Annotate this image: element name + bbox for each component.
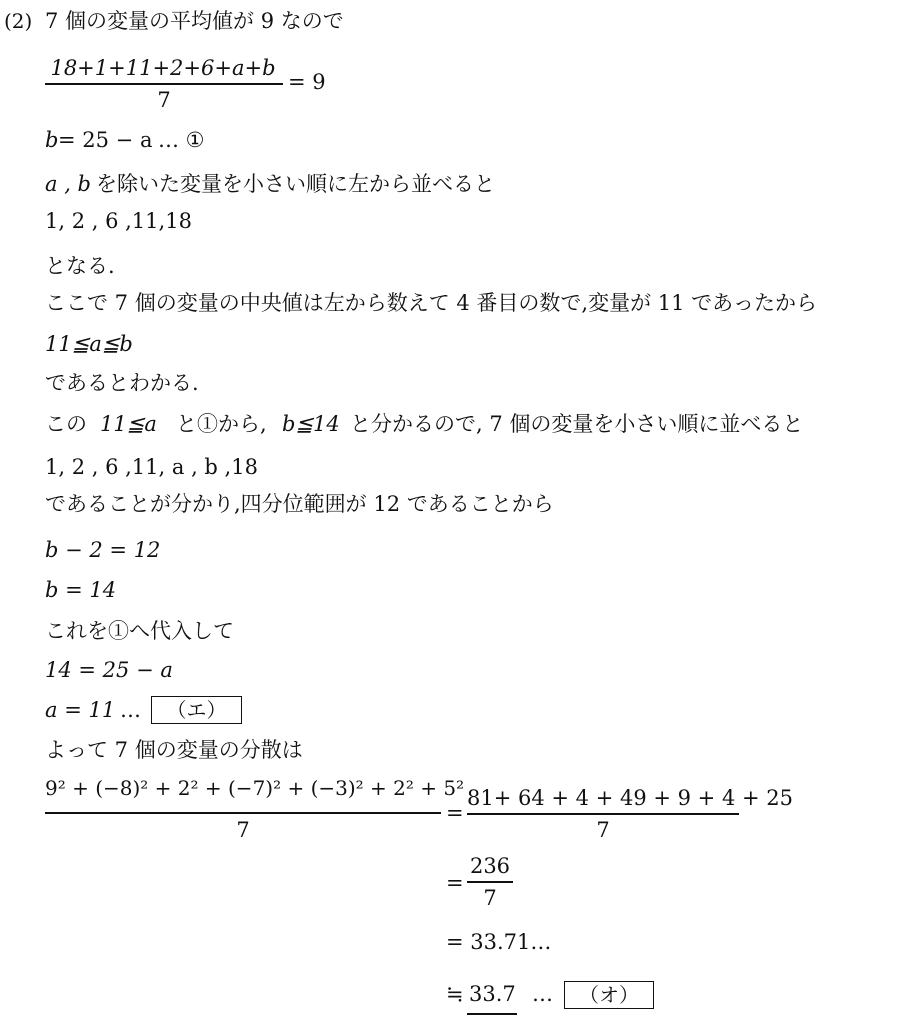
sentence-5-c: と分かるので, 7 個の変量を小さい順に並べると xyxy=(350,412,804,436)
variance-left-numerator: 9² + (−8)² + 2² + (−7)² + (−3)² + 2² + 5² xyxy=(45,776,465,800)
sentence-5-ineq2: b≦14 xyxy=(282,412,340,436)
inequality-1: 11≦a≦b xyxy=(45,332,133,356)
eq1-lhs: b xyxy=(45,128,59,152)
answer-box-o: （オ） xyxy=(564,981,654,1009)
fraction-bar xyxy=(467,881,513,883)
sentence-5-a: この xyxy=(45,412,87,436)
intro-text: 7 個の変量の平均値が 9 なので xyxy=(45,9,344,33)
variance-equals: = xyxy=(446,801,464,825)
sentence-4: であるとわかる. xyxy=(45,371,199,395)
fraction-bar xyxy=(45,812,441,814)
list-2: 1, 2 , 6 ,11, a , b ,18 xyxy=(45,455,258,479)
sentence-6: であることが分かり,四分位範囲が 12 であることから xyxy=(45,492,554,516)
eq1-ref: … ① xyxy=(158,128,205,152)
sentence-8: よって 7 個の変量の分散は xyxy=(45,738,303,762)
step3: = 33.71… xyxy=(446,930,552,954)
sentence-7: これを①へ代入して xyxy=(45,619,234,643)
fraction-bar xyxy=(45,83,283,85)
mean-denominator: 7 xyxy=(157,88,171,112)
answer-underline xyxy=(467,1013,517,1015)
step4-approx: ≒ xyxy=(446,982,464,1006)
eq1-rhs: = 25 − a xyxy=(58,128,153,152)
eq-a-1: 14 = 25 − a xyxy=(45,658,173,682)
eq-b-1: b − 2 = 12 xyxy=(45,538,161,562)
step4-value: 33.7 xyxy=(469,982,516,1006)
eq-b-2: b = 14 xyxy=(45,578,117,602)
mean-rhs: = 9 xyxy=(288,70,326,94)
mean-numerator: 18+1+11+2+6+a+b xyxy=(50,56,276,80)
variance-right-numerator: 81+ 64 + 4 + 49 + 9 + 4 + 25 xyxy=(467,786,793,810)
sentence-1: を除いた変量を小さい順に左から並べると xyxy=(96,172,495,196)
step2-numerator: 236 xyxy=(469,854,511,878)
eq-a-2: a = 11 xyxy=(45,698,116,722)
step2-denominator: 7 xyxy=(483,886,497,910)
sentence-3: ここで 7 個の変量の中央値は左から数えて 4 番目の数で,変量が 11 であったから xyxy=(45,291,817,315)
step4-dots: … xyxy=(532,982,553,1006)
problem-label: (2) xyxy=(4,9,33,33)
sentence-5-ineq: 11≦a xyxy=(100,412,157,436)
fraction-bar xyxy=(467,813,739,815)
variance-right-denominator: 7 xyxy=(596,818,610,842)
sentence-5-b: と①から, xyxy=(176,412,267,436)
variance-left-denominator: 7 xyxy=(236,818,250,842)
list-1: 1, 2 , 6 ,11,18 xyxy=(45,209,192,233)
s1-vars: a , b xyxy=(45,172,91,196)
answer-box-e: （エ） xyxy=(151,696,242,724)
sentence-2: となる. xyxy=(45,254,115,278)
step2-equals: = xyxy=(446,871,464,895)
dots-e: … xyxy=(120,698,141,722)
